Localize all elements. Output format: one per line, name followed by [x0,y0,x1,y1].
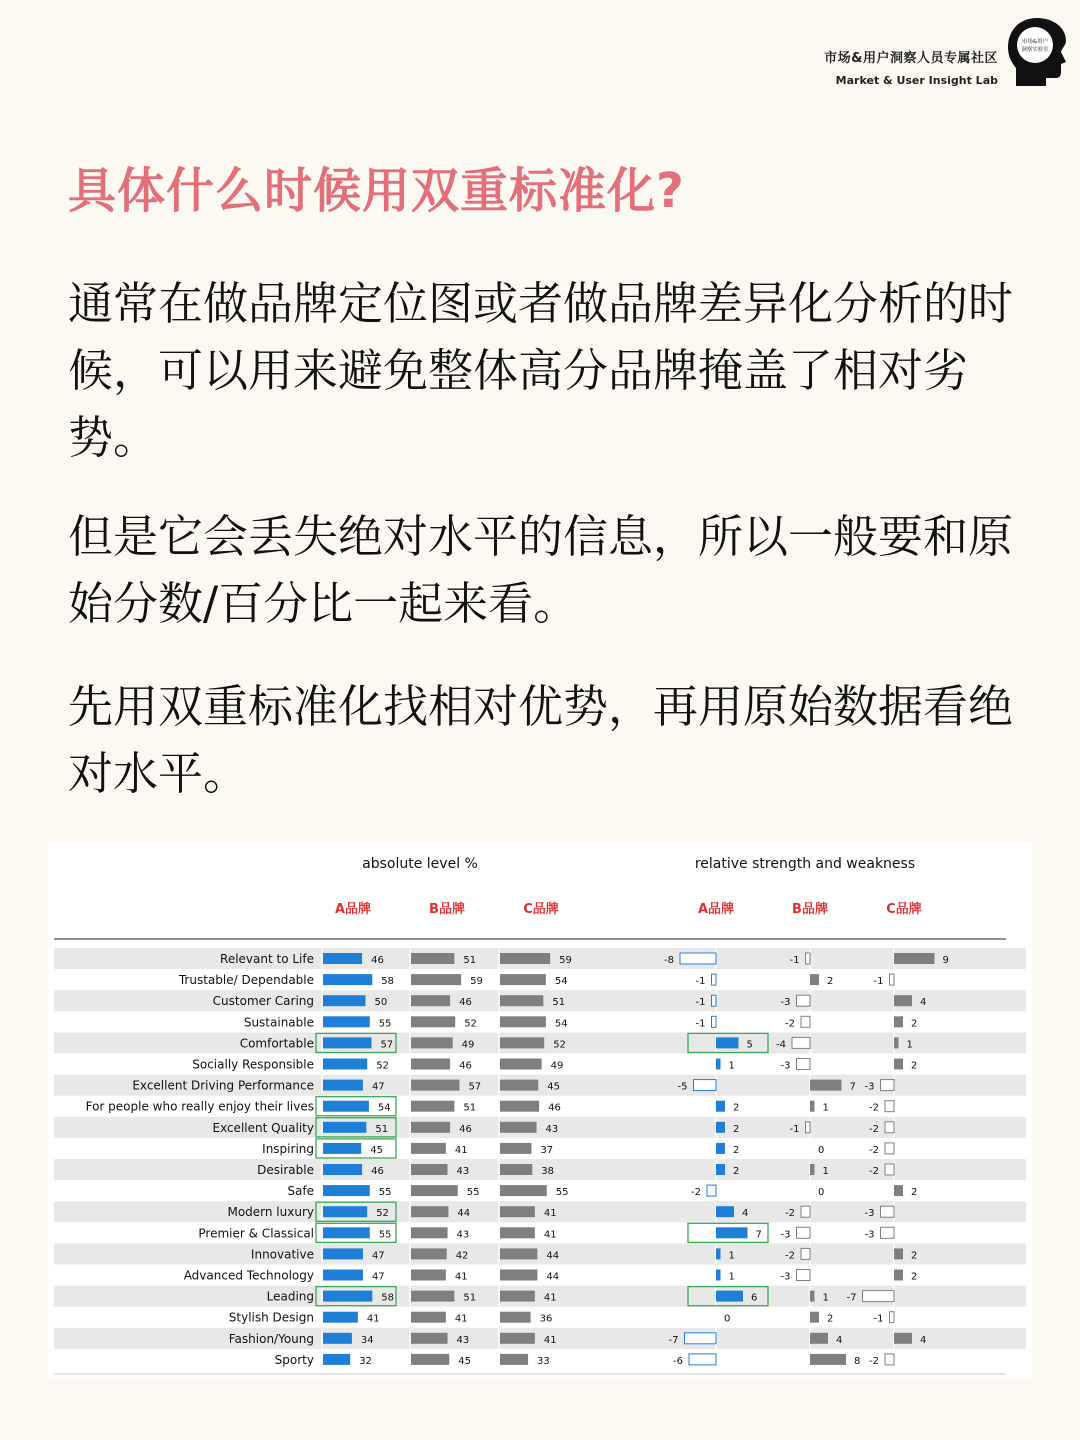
absolute-bar-B [411,1059,450,1070]
relative-bar-A [716,1291,743,1302]
row-stripe [54,1328,1026,1349]
absolute-value-C: 38 [541,1166,555,1177]
absolute-bar-C [500,953,550,964]
absolute-value-A: 51 [375,1123,389,1135]
relative-bar-C [894,953,935,964]
relative-value-A: 4 [742,1208,749,1220]
absolute-bar-A [323,1206,367,1217]
absolute-bar-A [323,1080,363,1091]
absolute-bar-B [411,1291,454,1302]
absolute-bar-C [500,1206,535,1217]
relative-bar-B [801,1248,810,1259]
relative-bar-C [894,1270,903,1281]
relative-value-C: 9 [942,955,949,966]
absolute-value-C: 41 [543,1229,557,1241]
chart-svg [48,842,1032,1377]
relative-bar-B [810,1333,828,1344]
relative-bar-C [885,1164,894,1175]
category-label: Comfortable [239,1036,314,1051]
relative-value-B: 0 [818,1187,825,1199]
relative-value-B: 1 [822,1292,829,1304]
brand-label-absolute-B: B品牌 [429,902,465,917]
absolute-value-C: 41 [543,1208,557,1220]
relative-bar-B [810,1101,815,1112]
relative-bar-A [716,1059,721,1070]
absolute-value-A: 46 [371,1166,384,1177]
relative-value-C: 2 [911,1271,918,1283]
relative-bar-A [712,974,717,985]
paragraph-1: 通常在做品牌定位图或者做品牌差异化分析的时候，可以用来避免整体高分品牌掩盖了相对劣势。 [68,277,1014,464]
category-label: Customer Caring [212,994,314,1009]
absolute-value-B: 55 [466,1187,480,1199]
relative-bar-B [797,995,811,1006]
relative-value-C: -1 [873,976,884,988]
relative-value-A: 1 [728,1060,735,1072]
absolute-bar-A [323,995,366,1006]
relative-value-C: 2 [911,1250,918,1262]
relative-value-A: 6 [751,1292,758,1304]
relative-value-A: 2 [733,1166,740,1177]
absolute-value-A: 47 [371,1271,385,1283]
absolute-bar-C [500,1080,538,1091]
absolute-value-A: 52 [376,1060,389,1072]
absolute-bar-A [323,1122,366,1133]
absolute-bar-C [500,1270,537,1281]
absolute-value-A: 55 [378,1018,392,1030]
relative-value-C: -2 [869,1123,879,1135]
relative-bar-B [801,1016,810,1027]
absolute-value-A: 46 [371,955,384,966]
category-label: Innovative [250,1247,314,1262]
head-profile-icon [1004,14,1070,90]
relative-bar-B [801,1206,810,1217]
absolute-value-B: 43 [456,1229,470,1241]
absolute-bar-A [323,1016,370,1027]
relative-bar-C [894,1059,903,1070]
relative-bar-C [885,1143,894,1154]
absolute-value-B: 49 [461,1039,475,1051]
page-title: 具体什么时候用双重标准化? [68,163,685,219]
absolute-value-C: 44 [546,1271,560,1283]
paragraph-3: 先用双重标准化找相对优势，再用原始数据看绝对水平。 [68,680,1014,800]
absolute-value-A: 55 [378,1187,392,1199]
absolute-value-C: 44 [546,1250,560,1262]
relative-value-B: 2 [827,1313,834,1325]
absolute-bar-A [323,1291,372,1302]
absolute-bar-A [323,1270,363,1281]
absolute-value-A: 54 [377,1102,391,1114]
relative-bar-C [885,1354,894,1365]
absolute-bar-C [500,1164,532,1175]
brand-comparison-chart [48,842,1032,1377]
relative-bar-A [716,1248,721,1259]
absolute-bar-C [500,1143,531,1154]
relative-bar-C [863,1291,895,1302]
absolute-value-C: 36 [539,1313,553,1325]
relative-value-C: 2 [911,1060,918,1072]
absolute-value-B: 59 [470,976,483,988]
relative-value-C: -3 [864,1229,875,1241]
absolute-value-A: 47 [371,1081,385,1093]
category-label: Sustainable [243,1015,314,1030]
relative-bar-B [810,974,819,985]
row-stripe [54,1159,1026,1180]
row-stripe [54,1243,1026,1264]
absolute-value-A: 57 [380,1039,394,1051]
relative-bar-C [881,1227,895,1238]
absolute-value-B: 41 [454,1144,468,1156]
absolute-value-A: 34 [360,1334,374,1346]
absolute-bar-B [411,1270,446,1281]
brand-label-relative-A: A品牌 [697,902,735,917]
relative-bar-B [792,1037,810,1048]
absolute-bar-C [500,1101,539,1112]
relative-bar-B [810,1354,846,1365]
relative-value-C: 2 [911,1018,918,1030]
relative-bar-C [894,1016,903,1027]
relative-value-B: -1 [789,955,800,966]
relative-bar-A [716,1206,734,1217]
absolute-value-B: 41 [454,1313,468,1325]
category-label: Advanced Technology [183,1268,314,1283]
relative-value-A: 1 [728,1271,735,1283]
category-label: Fashion/Young [228,1331,314,1346]
relative-value-B: 0 [818,1144,825,1156]
absolute-bar-B [411,1227,448,1238]
relative-value-B: -2 [785,1250,795,1262]
relative-value-C: 4 [920,997,927,1009]
absolute-bar-A [323,1185,370,1196]
relative-bar-A [716,1122,725,1133]
absolute-value-B: 43 [456,1166,470,1177]
absolute-bar-B [411,1016,455,1027]
absolute-bar-B [411,1101,454,1112]
absolute-value-C: 46 [548,1102,561,1114]
relative-value-C: 1 [906,1039,913,1051]
absolute-bar-A [323,1248,363,1259]
relative-bar-B [806,1122,811,1133]
relative-bar-A [680,953,716,964]
absolute-value-C: 37 [540,1144,554,1156]
absolute-bar-A [323,1037,371,1048]
absolute-value-C: 51 [552,997,566,1009]
category-label: Relevant to Life [220,952,314,966]
absolute-value-A: 47 [371,1250,385,1262]
relative-bar-A [716,1037,739,1048]
absolute-bar-C [500,974,546,985]
relative-value-C: -2 [869,1144,879,1156]
absolute-bar-A [323,1354,350,1365]
relative-bar-B [806,953,811,964]
relative-value-A: 2 [733,1123,740,1135]
relative-bar-A [685,1333,717,1344]
brand-block [824,47,998,87]
relative-value-A: -1 [695,976,706,988]
relative-bar-C [890,974,895,985]
relative-bar-C [894,1248,903,1259]
relative-value-B: -3 [780,1229,791,1241]
category-label: Excellent Driving Performance [132,1078,314,1093]
absolute-bar-A [323,1227,370,1238]
relative-bar-B [797,1059,811,1070]
absolute-bar-A [323,1164,362,1175]
category-label: Desirable [257,1163,314,1177]
brand-label-absolute-A: A品牌 [334,902,372,917]
category-label: Stylish Design [228,1310,314,1325]
brand-label-relative-B: B品牌 [792,902,828,917]
relative-value-C: 4 [920,1334,927,1346]
absolute-bar-C [500,1333,535,1344]
relative-value-A: -6 [673,1355,683,1367]
relative-value-A: -2 [691,1187,701,1199]
relative-bar-B [810,1080,842,1091]
category-label: Modern luxury [227,1205,314,1220]
absolute-bar-B [411,953,454,964]
absolute-value-B: 42 [455,1250,469,1262]
relative-group-title: relative strength and weakness [694,856,916,872]
relative-value-B: 1 [822,1102,829,1114]
relative-value-A: 5 [746,1039,753,1051]
brand-label-absolute-C: C品牌 [523,902,559,917]
absolute-value-B: 46 [459,1123,472,1135]
absolute-bar-B [411,1333,448,1344]
absolute-value-A: 58 [381,1292,395,1304]
paragraph-2: 但是它会丢失绝对水平的信息，所以一般要和原始分数/百分比一起来看。 [68,510,1014,630]
relative-value-A: 0 [724,1313,731,1325]
relative-value-C: -3 [864,1208,875,1220]
absolute-value-B: 41 [454,1271,468,1283]
relative-bar-B [810,1164,815,1175]
absolute-bar-B [411,1206,448,1217]
absolute-bar-B [411,1312,446,1323]
absolute-value-B: 51 [463,1102,477,1114]
relative-bar-B [797,1227,811,1238]
relative-bar-A [694,1080,717,1091]
absolute-value-A: 58 [381,976,395,988]
absolute-bar-B [411,974,461,985]
relative-value-B: 8 [854,1355,861,1367]
category-label: Socially Responsible [192,1057,314,1072]
absolute-bar-B [411,995,450,1006]
relative-value-A: 1 [728,1250,735,1262]
relative-value-A: 2 [733,1144,740,1156]
brand-name-en: Market & User Insight Lab [835,74,998,87]
relative-bar-C [894,1185,903,1196]
logo-text: 市场&用户 [1021,39,1049,45]
absolute-value-B: 43 [456,1334,470,1346]
absolute-value-C: 54 [554,976,568,988]
relative-value-B: 1 [822,1166,829,1177]
relative-bar-C [885,1101,894,1112]
relative-bar-C [890,1312,895,1323]
absolute-value-C: 55 [555,1187,569,1199]
absolute-value-A: 52 [376,1208,389,1220]
absolute-bar-C [500,1122,537,1133]
absolute-bar-A [323,1059,367,1070]
absolute-bar-A [323,1101,369,1112]
absolute-value-A: 45 [370,1144,383,1156]
relative-bar-A [689,1354,716,1365]
relative-value-B: -3 [780,997,791,1009]
relative-bar-A [712,995,717,1006]
absolute-bar-C [500,1059,542,1070]
absolute-value-C: 59 [559,955,572,966]
relative-bar-A [716,1227,748,1238]
absolute-bar-B [411,1164,448,1175]
absolute-value-A: 50 [374,997,388,1009]
relative-bar-A [716,1164,725,1175]
absolute-value-B: 45 [458,1355,471,1367]
category-label: Leading [266,1289,314,1304]
relative-value-C: -3 [864,1081,875,1093]
category-label: Excellent Quality [212,1120,314,1135]
absolute-value-B: 51 [463,955,477,966]
relative-value-B: -2 [785,1208,795,1220]
relative-value-B: -3 [780,1271,791,1283]
relative-value-B: -2 [785,1018,795,1030]
absolute-bar-B [411,1354,449,1365]
relative-value-C: -2 [869,1166,879,1177]
absolute-bar-A [323,1333,352,1344]
brand-label-relative-C: C品牌 [886,902,922,917]
absolute-bar-C [500,1016,546,1027]
absolute-value-A: 55 [378,1229,392,1241]
relative-value-C: -2 [869,1355,879,1367]
brand-name-cn: 市场&用户洞察人员专属社区 [824,51,998,66]
absolute-bar-C [500,1291,535,1302]
absolute-bar-C [500,1037,544,1048]
relative-value-C: -2 [869,1102,879,1114]
relative-bar-A [707,1185,716,1196]
absolute-value-A: 32 [359,1355,372,1367]
absolute-group-title: absolute level % [362,856,478,872]
relative-value-A: -1 [695,997,706,1009]
absolute-bar-A [323,974,372,985]
relative-value-B: -3 [780,1060,791,1072]
absolute-bar-B [411,1248,447,1259]
relative-bar-C [885,1122,894,1133]
absolute-value-C: 43 [545,1123,559,1135]
absolute-bar-B [411,1122,450,1133]
relative-value-C: 2 [911,1187,918,1199]
category-label: For people who really enjoy their lives [85,1099,314,1114]
absolute-value-C: 33 [537,1355,550,1367]
relative-value-C: -7 [846,1292,857,1304]
absolute-bar-B [411,1185,458,1196]
absolute-value-C: 41 [543,1292,557,1304]
category-label: Trustable/ Dependable [178,973,314,988]
absolute-value-C: 49 [550,1060,564,1072]
absolute-bar-B [411,1037,453,1048]
relative-value-B: 4 [836,1334,843,1346]
svg-text:洞察实验室: 洞察实验室 [1021,47,1049,53]
absolute-bar-B [411,1080,459,1091]
absolute-bar-C [500,1312,531,1323]
relative-bar-C [894,1333,912,1344]
relative-bar-B [810,1291,815,1302]
absolute-bar-B [411,1143,446,1154]
absolute-value-B: 46 [459,1060,472,1072]
absolute-value-A: 41 [366,1313,380,1325]
absolute-value-C: 41 [543,1334,557,1346]
relative-bar-B [810,1312,819,1323]
absolute-value-B: 57 [468,1081,482,1093]
relative-value-A: 2 [733,1102,740,1114]
relative-bar-A [716,1101,725,1112]
absolute-bar-C [500,1354,528,1365]
relative-value-A: 7 [755,1229,762,1241]
relative-bar-A [712,1016,717,1027]
relative-value-A: -8 [664,955,674,966]
relative-bar-B [797,1270,811,1281]
absolute-value-B: 52 [464,1018,477,1030]
category-label: Safe [287,1184,314,1199]
relative-value-C: -1 [873,1313,884,1325]
relative-bar-C [881,1080,895,1091]
absolute-value-B: 44 [457,1208,471,1220]
relative-value-B: 7 [849,1081,856,1093]
relative-value-A: -7 [668,1334,679,1346]
row-stripe [54,1117,1026,1138]
relative-value-B: 2 [827,976,834,988]
category-label: Sporty [274,1352,314,1367]
absolute-bar-A [323,953,362,964]
relative-bar-C [894,1037,899,1048]
relative-bar-A [716,1143,725,1154]
absolute-bar-C [500,1227,535,1238]
absolute-value-C: 52 [553,1039,566,1051]
relative-bar-A [716,1270,721,1281]
relative-bar-C [881,1206,895,1217]
relative-bar-C [894,995,912,1006]
absolute-value-B: 51 [463,1292,477,1304]
absolute-value-B: 46 [459,997,472,1009]
relative-value-A: -5 [677,1081,688,1093]
absolute-bar-C [500,1248,537,1259]
absolute-value-C: 54 [554,1018,568,1030]
category-label: Premier & Classical [198,1226,314,1241]
absolute-bar-C [500,995,543,1006]
absolute-bar-A [323,1143,361,1154]
category-label: Inspiring [262,1141,314,1156]
absolute-value-C: 45 [547,1081,560,1093]
relative-value-A: -1 [695,1018,706,1030]
absolute-bar-C [500,1185,547,1196]
absolute-bar-A [323,1312,358,1323]
relative-value-B: -1 [789,1123,800,1135]
relative-value-B: -4 [776,1039,786,1051]
